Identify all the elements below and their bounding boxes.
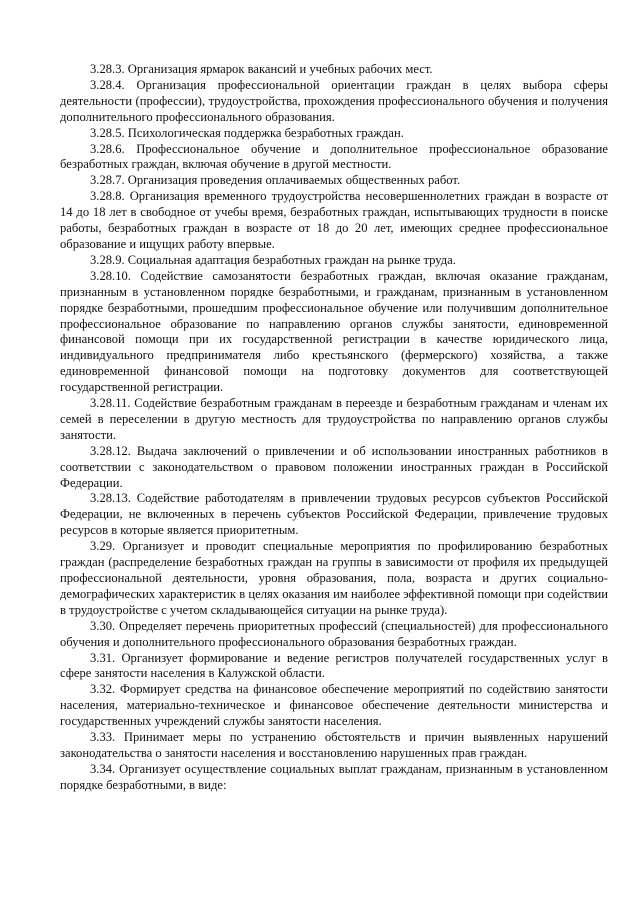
paragraph-3-33: 3.33. Принимает меры по устранению обстоятельств и причин выявленных нарушений законодательства о занятости населения и восстановлению нарушенных прав граждан. [60, 730, 608, 760]
paragraph-3-28-10: 3.28.10. Содействие самозанятости безработных граждан, включая оказание гражданам, признанным в установленном порядке безработными, и гражданам, признанным в установленном порядке безработными, прошедшим профессиональное обучение или получившим дополнительное профессиональное образование по направлению органов службы занятости, единовременной финансовой помощи при их государственной регистрации в качестве юридического лица, индивидуального предпринимателя либо крестьянского (фермерского) хозяйства, а также единовременной финансовой помощи на подготовку документов для соответствующей государственной регистрации. [60, 268, 608, 395]
paragraph-3-34: 3.34. Организует осуществление социальных выплат гражданам, признанным в установленном порядке безработными, в виде: [60, 761, 608, 792]
paragraph-3-28-3: 3.28.3. Организация ярмарок вакансий и учебных рабочих мест. [90, 62, 433, 76]
paragraph-3-32: 3.32. Формирует средства на финансовое обеспечение мероприятий по содействию занятости населения, материально-техническое и финансовое обеспечение деятельности министерства и государственных учреждений службы занятости населения. [60, 682, 608, 729]
paragraph-3-28-5: 3.28.5. Психологическая поддержка безработных граждан. [90, 125, 404, 140]
paragraph-3-31: 3.31. Организует формирование и ведение регистров получателей государственных услуг в сфере занятости населения в Калужской области. [60, 650, 608, 681]
paragraph-3-28-13: 3.28.13. Содействие работодателям в привлечении трудовых ресурсов субъектов Российской Федерации, не включенных в перечень субъектов Российской Федерации, привлечение трудовых ресурсов в которые является приоритетным. [60, 491, 608, 538]
paragraph-3-28-11: 3.28.11. Содействие безработным гражданам в переезде и безработным гражданам и членам их семей в переселении в другую местность для трудоустройства по направлению органов службы занятости. [60, 396, 608, 442]
paragraph-3-28-6: 3.28.6. Профессиональное обучение и дополнительное профессиональное образование безработных граждан, включая обучение в другой местности. [60, 141, 608, 172]
document-page [60, 62, 608, 794]
paragraph-3-28-7: 3.28.7. Организация проведения оплачиваемых общественных работ. [90, 173, 461, 188]
paragraph-3-30: 3.30. Определяет перечень приоритетных профессий (специальностей) для профессионального обучения и дополнительного профессионального образования безработных граждан. [60, 618, 608, 649]
paragraph-3-28-12: 3.28.12. Выдача заключений о привлечении и об использовании иностранных работников в соответствии с законодательством о правовом положении иностранных граждан в Российской Федерации. [60, 443, 608, 490]
paragraph-3-28-4: 3.28.4. Организация профессиональной ориентации граждан в целях выбора сферы деятельности (профессии), трудоустройства, прохождения профессионального обучения и получения дополнительного профессионального образования. [60, 77, 608, 124]
paragraph-3-28-8: 3.28.8. Организация временного трудоустройства несовершеннолетних граждан в возрасте от 14 до 18 лет в свободное от учебы время, безработных граждан, испытывающих трудности в поиске работы, безработных граждан в возрасте от 18 до 20 лет, имеющих среднее профессиональное образование и ищущих работу впервые. [60, 189, 608, 251]
paragraph-3-28-9: 3.28.9. Социальная адаптация безработных граждан на рынке труда. [90, 252, 456, 267]
paragraph-3-29: 3.29. Организует и проводит специальные мероприятия по профилированию безработных граждан (распределение безработных граждан на группы в зависимости от профиля их предыдущей профессиональной деятельности, уровня образования, пола, возраста и других социально-демографических характеристик в целях оказания им наиболее эффективной помощи при содействии в трудоустройстве с учетом складывающейся ситуации на рынке труда). [60, 539, 608, 617]
